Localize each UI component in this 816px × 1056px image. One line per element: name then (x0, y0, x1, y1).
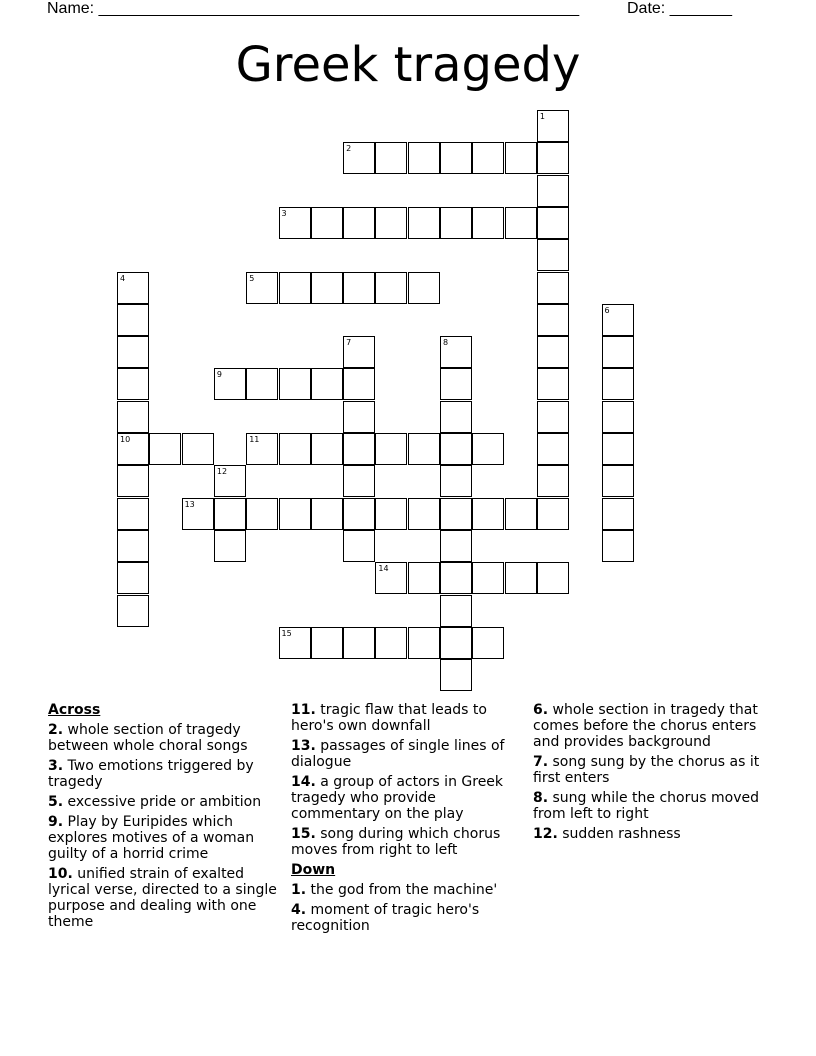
grid-cell[interactable] (537, 207, 569, 239)
clue-across-11 (291, 702, 523, 734)
grid-cell[interactable] (117, 465, 149, 497)
clue-down-12 (533, 826, 765, 842)
grid-cell[interactable] (537, 465, 569, 497)
grid-cell[interactable] (505, 142, 537, 174)
grid-cell[interactable] (214, 498, 246, 530)
clue-down-4 (291, 902, 523, 934)
cell-number: 14 (378, 564, 389, 574)
grid-cell[interactable] (343, 142, 375, 174)
grid-cell[interactable] (343, 433, 375, 465)
grid-cell[interactable] (343, 401, 375, 433)
grid-cell[interactable] (246, 433, 278, 465)
grid-cell[interactable] (602, 304, 634, 336)
grid-cell[interactable] (117, 530, 149, 562)
grid-cell[interactable] (537, 142, 569, 174)
grid-cell[interactable] (182, 498, 214, 530)
clue-text: whole section of tragedy between whole choral songs (48, 722, 248, 754)
clue-number: 1. (291, 882, 307, 898)
clue-number: 10. (48, 866, 73, 882)
clue-down-8 (533, 790, 765, 822)
grid-cell[interactable] (440, 659, 472, 691)
clue-across-3 (48, 758, 280, 790)
cell-number: 3 (281, 208, 287, 218)
clue-text: tragic flaw that leads to hero's own downfall (291, 702, 487, 734)
cell-number: 7 (346, 338, 352, 348)
grid-cell[interactable] (440, 433, 472, 465)
grid-cell[interactable] (602, 336, 634, 368)
grid-cell[interactable] (505, 207, 537, 239)
grid-cell[interactable] (440, 595, 472, 627)
cell-number: 10 (120, 435, 131, 444)
clue-number: 2. (48, 722, 64, 738)
clue-number: 8. (533, 790, 549, 806)
clue-number: 11. (291, 702, 316, 718)
grid-cell[interactable] (602, 368, 634, 400)
clue-number: 4. (291, 902, 307, 918)
grid-cell[interactable] (375, 498, 407, 530)
grid-cell[interactable] (440, 530, 472, 562)
clue-text: a group of actors in Greek tragedy who provide commentary on the play (291, 774, 504, 822)
cell-number: 9 (216, 370, 222, 380)
clue-number: 13. (291, 738, 316, 754)
grid-cell[interactable] (375, 142, 407, 174)
grid-cell[interactable] (375, 433, 407, 465)
cell-number: 4 (120, 273, 126, 283)
grid-cell[interactable] (440, 562, 472, 594)
grid-cell[interactable] (602, 401, 634, 433)
grid-cell[interactable] (214, 530, 246, 562)
clue-across-9 (48, 814, 280, 862)
clue-across-2 (48, 722, 280, 754)
grid-cell[interactable] (440, 401, 472, 433)
grid-cell[interactable] (375, 562, 407, 594)
grid-cell[interactable] (214, 465, 246, 497)
clue-number: 14. (291, 774, 316, 790)
grid-cell[interactable] (505, 498, 537, 530)
clue-text: passages of single lines of dialogue (291, 738, 505, 770)
clue-text: whole section in tragedy that comes before the chorus enters and provides background (533, 702, 758, 750)
grid-cell[interactable] (472, 562, 504, 594)
clue-number: 15. (291, 826, 316, 842)
grid-cell[interactable] (440, 627, 472, 659)
grid-cell[interactable] (505, 562, 537, 594)
grid-cell[interactable] (537, 304, 569, 336)
grid-cell[interactable] (602, 530, 634, 562)
grid-cell[interactable] (408, 142, 440, 174)
grid-cell[interactable] (537, 110, 569, 142)
grid-cell[interactable] (472, 142, 504, 174)
clue-number: 5. (48, 794, 64, 810)
cell-number: 8 (443, 338, 449, 348)
grid-cell[interactable] (117, 401, 149, 433)
cell-number: 2 (346, 144, 352, 154)
clue-down-1 (291, 882, 523, 898)
grid-cell[interactable] (279, 498, 311, 530)
grid-cell[interactable] (117, 368, 149, 400)
grid-cell[interactable] (117, 433, 149, 465)
grid-cell[interactable] (117, 595, 149, 627)
date-field-label[interactable]: Date: _______ (627, 0, 732, 17)
grid-cell[interactable] (149, 433, 181, 465)
clue-number: 12. (533, 826, 558, 842)
grid-cell[interactable] (537, 272, 569, 304)
clue-number: 7. (533, 754, 549, 770)
grid-cell[interactable] (408, 627, 440, 659)
clues-column-3 (533, 702, 765, 846)
grid-cell[interactable] (537, 498, 569, 530)
clue-across-10 (48, 866, 280, 930)
grid-cell[interactable] (537, 433, 569, 465)
cell-number: 6 (604, 305, 610, 315)
grid-cell[interactable] (279, 272, 311, 304)
across-heading: Across (48, 702, 101, 718)
grid-cell[interactable] (311, 368, 343, 400)
clue-number: 9. (48, 814, 64, 830)
clue-number: 6. (533, 702, 549, 718)
grid-cell[interactable] (440, 368, 472, 400)
grid-cell[interactable] (537, 368, 569, 400)
cell-number: 13 (184, 499, 195, 509)
cell-number: 5 (249, 273, 255, 283)
grid-cell[interactable] (537, 562, 569, 594)
grid-cell[interactable] (214, 368, 246, 400)
grid-cell[interactable] (375, 272, 407, 304)
grid-cell[interactable] (343, 272, 375, 304)
grid-cell[interactable] (375, 627, 407, 659)
clue-text: unified strain of exalted lyrical verse, directed to a single purpose and dealing with one theme (48, 866, 277, 930)
grid-cell[interactable] (408, 498, 440, 530)
grid-cell[interactable] (343, 368, 375, 400)
grid-cell[interactable] (602, 465, 634, 497)
grid-cell[interactable] (408, 562, 440, 594)
clue-text: sung while the chorus moved from left to right (533, 790, 759, 822)
grid-cell[interactable] (537, 239, 569, 271)
clue-across-15 (291, 826, 523, 858)
down-heading: Down (291, 862, 336, 878)
grid-cell[interactable] (117, 498, 149, 530)
grid-cell[interactable] (279, 433, 311, 465)
grid-cell[interactable] (472, 207, 504, 239)
grid-cell[interactable] (375, 207, 407, 239)
grid-cell[interactable] (279, 627, 311, 659)
clue-text: Play by Euripides which explores motives of a woman guilty of a horrid crime (48, 814, 255, 862)
grid-cell[interactable] (311, 498, 343, 530)
clue-text: song during which chorus moves from right to left (291, 826, 501, 858)
name-field-label[interactable]: Name: ______________________________________________________ (47, 0, 580, 17)
grid-cell[interactable] (311, 627, 343, 659)
grid-cell[interactable] (246, 272, 278, 304)
grid-cell[interactable] (246, 368, 278, 400)
cell-number: 15 (281, 628, 292, 638)
clues-column-1 (48, 702, 280, 934)
grid-cell[interactable] (440, 498, 472, 530)
grid-cell[interactable] (602, 498, 634, 530)
page-title: Greek tragedy (235, 37, 581, 93)
grid-cell[interactable] (117, 304, 149, 336)
clue-down-7 (533, 754, 765, 786)
grid-cell[interactable] (343, 465, 375, 497)
cell-number: 11 (249, 435, 260, 444)
grid-cell[interactable] (602, 433, 634, 465)
grid-cell[interactable] (440, 142, 472, 174)
clue-across-5 (48, 794, 280, 810)
clue-text: sudden rashness (562, 826, 681, 842)
grid-cell[interactable] (537, 401, 569, 433)
grid-cell[interactable] (472, 498, 504, 530)
grid-cell[interactable] (343, 207, 375, 239)
grid-cell[interactable] (343, 530, 375, 562)
clue-number: 3. (48, 758, 64, 774)
grid-cell[interactable] (311, 433, 343, 465)
grid-cell[interactable] (472, 433, 504, 465)
grid-cell[interactable] (311, 207, 343, 239)
clue-down-6 (533, 702, 765, 750)
clue-text: excessive pride or ambition (67, 794, 262, 810)
grid-cell[interactable] (440, 336, 472, 368)
grid-cell[interactable] (246, 498, 278, 530)
grid-cell[interactable] (408, 207, 440, 239)
grid-cell[interactable] (408, 433, 440, 465)
grid-cell[interactable] (537, 175, 569, 207)
grid-cell[interactable] (343, 498, 375, 530)
grid-cell[interactable] (440, 465, 472, 497)
grid-cell[interactable] (343, 627, 375, 659)
clue-across-13 (291, 738, 523, 770)
clue-text: Two emotions triggered by tragedy (48, 758, 254, 790)
grid-cell[interactable] (537, 336, 569, 368)
cell-number: 12 (216, 467, 228, 477)
grid-cell[interactable] (279, 207, 311, 239)
clue-across-14 (291, 774, 523, 822)
grid-cell[interactable] (408, 272, 440, 304)
clues-column-2 (291, 702, 523, 938)
grid-cell[interactable] (117, 336, 149, 368)
grid-cell[interactable] (117, 272, 149, 304)
clue-text: the god from the machine' (310, 882, 498, 898)
clue-text: song sung by the chorus as it first enters (533, 754, 760, 786)
cell-number: 1 (539, 112, 545, 121)
grid-cell[interactable] (182, 433, 214, 465)
grid-cell[interactable] (311, 272, 343, 304)
grid-cell[interactable] (117, 562, 149, 594)
grid-cell[interactable] (440, 207, 472, 239)
clue-text: moment of tragic hero's recognition (291, 902, 480, 934)
grid-cell[interactable] (472, 627, 504, 659)
grid-cell[interactable] (279, 368, 311, 400)
grid-cell[interactable] (343, 336, 375, 368)
